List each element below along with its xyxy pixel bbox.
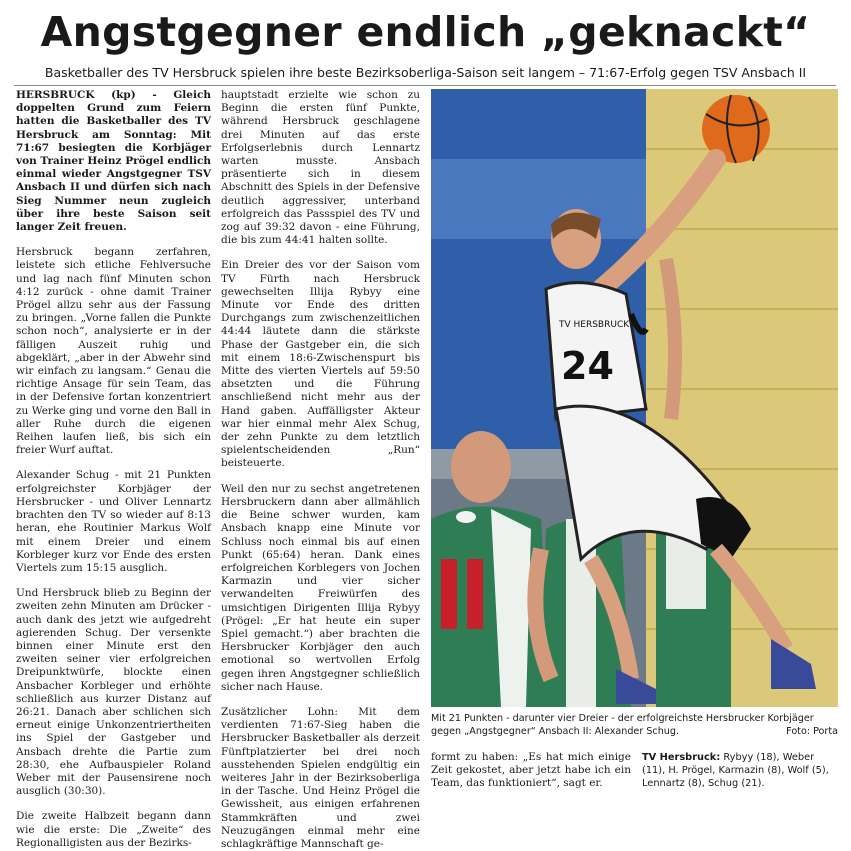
- jersey-text: TV HERSBRUCK: [559, 320, 630, 330]
- paragraph: hauptstadt erzielte wie schon zu Beginn die ersten fünf Punkte, während Hersbruck geschlagene drei Minuten auf das erste Erfolgserlebnis durch Lennartz warten musste. Ansbach präsentierte sich in diesem Abschnitt des Spiels in der Defensive deutlich aggressiver, unterband erfolgreich das Passspiel des TV und zog auf 39:32 davon - eine Führung, die bis zum 44:41 halten sollte.: [221, 89, 420, 247]
- paragraph: Und Hersbruck blieb zu Beginn der zweiten zehn Minuten am Drücker - auch dank des jetzt wie aufgedreht agierenden Schug. Der versenkte binnen einer Minute erst den zweiten seiner vier erfolgreichen Dreipunktwürfe, blockte einen Ansbacher Korbleger und erhöhte schließlich aus kurzer Distanz auf 26:21. Danach aber schlichen sich erneut einige Unkonzentriertheiten ins Spiel der Gastgeber und Ansbach drehte die Partie zum 28:30, ehe Aufbauspieler Roland Weber mit der Pausensirene noch ausglich (30:30).: [16, 587, 211, 798]
- paragraph: Hersbruck begann zerfahren, leistete sich etliche Fehlversuche und lag nach fünf Minuten schon 4:12 zurück - ohne damit Trainer Prögel allzu sehr aus der Fassung zu bringen. „Vorne fallen die Punkte schon noch“, analysierte er in der fälligen Auszeit ruhig und abgeklärt, „aber in der Abwehr sind wir einfach zu langsam.“ Genau die richtige Ansage für sein Team, das in der Defensive fortan konzentriert zu Werke ging und vorne den Ball in aller Ruhe durch die eigenen Reihen laufen ließ, bis sich ein freier Wurf auftat.: [16, 246, 211, 457]
- team-label: TV Hersbruck:: [642, 752, 721, 763]
- paragraph: Zusätzlicher Lohn: Mit dem verdienten 71:67-Sieg haben die Hersbrucker Basketballer als derzeit Fünftplatzierter bei drei noch ausstehenden Spielen endgültig ein weiteres Jahr in der Bezirksoberliga in der Tasche. Und Heinz Prögel die Gewissheit, aus einigen erfahrenen Stammkräften und zwei Neuzugängen einmal mehr eine schlagkräftige Mannschaft ge-: [221, 705, 420, 850]
- article-ending: formt zu haben: „Es hat mich einige Zeit gekostet, aber jetzt habe ich ein Team, das funktioniert“, sagt er.: [431, 751, 631, 790]
- article-column-2: [221, 89, 420, 850]
- lead-paragraph: HERSBRUCK (kp) - Gleich doppelten Grund zum Feiern hatten die Basketballer des TV Hersbruck am Sonntag: Mit 71:67 besiegten die Korbjäger von Trainer Heinz Prögel endlich einmal wieder Angstgegner TSV Ansbach II und dürfen sich nach Sieg Nummer neun zugleich über ihre beste Saison seit langer Zeit freuen.: [16, 89, 211, 234]
- caption-text: Mit 21 Punkten - darunter vier Dreier - der erfolgreichste Hersbrucker Korbjäger gegen „Angstgegner“ Ansbach II: Alexander Schug.: [431, 713, 814, 737]
- basketball-photo-illustration: [431, 89, 838, 707]
- team-lineup: [642, 751, 838, 791]
- jersey-number: 24: [561, 344, 614, 388]
- paragraph: Alexander Schug - mit 21 Punkten erfolgreichster Korbjäger der Hersbrucker - und Oliver Lennartz brachten den TV so wieder auf 8:13 heran, ehe Routinier Markus Wolf mit einem Dreier und einem Korbleger kurz vor Ende des ersten Viertels zum 15:15 ausglich.: [16, 469, 211, 574]
- article-column-1: [16, 89, 211, 849]
- photo-caption: [431, 712, 838, 738]
- basketball-photo: [431, 89, 838, 707]
- header-rule: [14, 85, 836, 86]
- team-players: Rybyy (18), Weber (11), H. Prögel, Karmazin (8), Wolf (5), Lennartz (8), Schug (21).: [642, 752, 829, 790]
- headline: Angstgegner endlich „geknackt“: [40, 8, 811, 56]
- paragraph: Die zweite Halbzeit begann dann wie die erste: Die „Zweite“ des Regionalligisten aus der Bezirks-: [16, 810, 211, 849]
- subheadline: Basketballer des TV Hersbruck spielen ihre beste Bezirksoberliga-Saison seit langem – 71:67-Erfolg gegen TSV Ansbach II: [44, 65, 807, 80]
- paragraph: Weil den nur zu sechst angetretenen Hersbruckern dann aber allmählich die Beine schwer wurden, kam Ansbach knapp eine Minute vor Schluss noch einmal bis auf einen Punkt (65:64) heran. Dank eines erfolgreichen Korblegers von Jochen Karmazin und vier sicher verwandelten Freiwürfen des umsichtigen Dirigenten Illija Rybyy (Prögel: „Er hat heute ein super Spiel gemacht.“) aber brachten die Hersbrucker Korbjäger den auch emotional so wertvollen Erfolg gegen ihren Angstgegner schließlich sicher nach Hause.: [221, 482, 420, 693]
- paragraph: Ein Dreier des vor der Saison vom TV Fürth nach Hersbruck gewechselten Illija Rybyy eine Minute vor Ende des dritten Durchgangs zum zwischenzeitlichen 44:44 läutete dann die stärkste Phase der Gastgeber ein, die sich mit einem 18:6-Zwischenspurt bis Mitte des vierten Viertels auf 59:50 absetzten und die Führung anschließend nicht mehr aus der Hand gaben. Auffälligster Akteur war hier einmal mehr Alex Schug, der zehn Punkte zu dem letztlich spielentscheidenden „Run“ beisteuerte.: [221, 259, 420, 470]
- photo-credit: Foto: Porta: [786, 726, 838, 737]
